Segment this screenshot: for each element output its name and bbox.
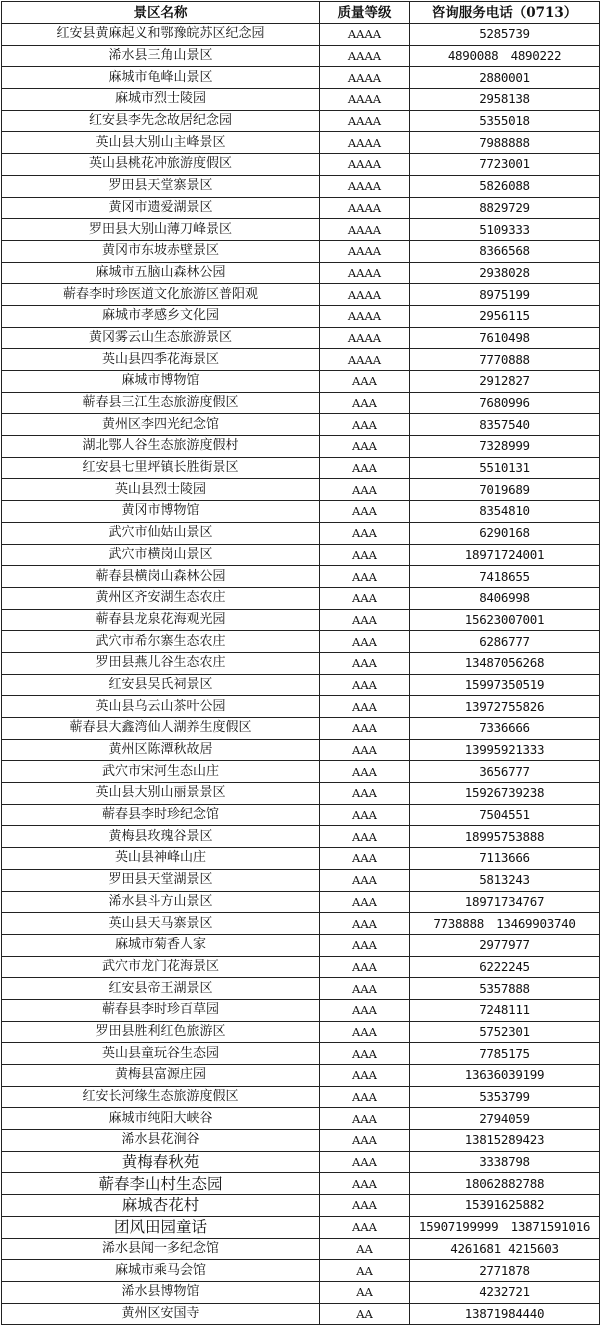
quality-grade-cell: AAA (320, 804, 410, 826)
quality-grade-cell: AAAA (320, 45, 410, 67)
phone-cell: 13972755826 (410, 696, 600, 718)
quality-grade-cell: AAA (320, 631, 410, 653)
spot-name-cell: 黄梅县玫瑰谷景区 (2, 826, 320, 848)
table-row (2, 197, 600, 219)
quality-grade-cell: AAA (320, 457, 410, 479)
quality-grade-cell: AAA (320, 1086, 410, 1108)
spot-name-cell: 罗田县大别山薄刀峰景区 (2, 219, 320, 241)
quality-grade-cell: AAA (320, 848, 410, 870)
phone-cell: 6222245 (410, 956, 600, 978)
spot-name-cell: 英山县童玩谷生态园 (2, 1043, 320, 1065)
phone-cell: 7328999 (410, 436, 600, 458)
phone-cell: 5813243 (410, 869, 600, 891)
spot-name-cell: 黄冈雾云山生态旅游景区 (2, 327, 320, 349)
phone-cell: 13995921333 (410, 739, 600, 761)
quality-grade-cell: AAA (320, 718, 410, 740)
header-row (2, 2, 600, 24)
table-row (2, 262, 600, 284)
phone-cell: 8975199 (410, 284, 600, 306)
phone-cell: 18995753888 (410, 826, 600, 848)
phone-cell: 6286777 (410, 631, 600, 653)
quality-grade-cell: AAAA (320, 327, 410, 349)
phone-cell: 2771878 (410, 1260, 600, 1282)
table-row (2, 739, 600, 761)
phone-cell: 5109333 (410, 219, 600, 241)
table-row (2, 1086, 600, 1108)
quality-grade-cell: AAA (320, 392, 410, 414)
table-row (2, 544, 600, 566)
spot-name-cell: 英山县天马寨景区 (2, 913, 320, 935)
phone-cell: 7785175 (410, 1043, 600, 1065)
spot-name-cell: 浠水县三角山景区 (2, 45, 320, 67)
table-row (2, 1021, 600, 1043)
spot-name-cell: 武穴市仙姑山景区 (2, 522, 320, 544)
table-row (2, 89, 600, 111)
quality-grade-cell: AAA (320, 522, 410, 544)
phone-cell: 2938028 (410, 262, 600, 284)
phone-cell: 2794059 (410, 1108, 600, 1130)
spot-name-cell: 麻城市龟峰山景区 (2, 67, 320, 89)
spot-name-cell: 黄州区齐安湖生态农庄 (2, 587, 320, 609)
spot-name-cell: 红安县七里坪镇长胜街景区 (2, 457, 320, 479)
phone-cell: 3656777 (410, 761, 600, 783)
phone-cell: 4232721 (410, 1281, 600, 1303)
spot-name-cell: 麻城市孝感乡文化园 (2, 305, 320, 327)
table-row (2, 327, 600, 349)
header-grade: 质量等级 (320, 2, 410, 24)
phone-cell: 7610498 (410, 327, 600, 349)
header-phone: 咨询服务电话（0713） (410, 2, 600, 24)
phone-cell: 7738888 13469903740 (410, 913, 600, 935)
table-row (2, 848, 600, 870)
phone-cell: 5752301 (410, 1021, 600, 1043)
phone-cell: 8357540 (410, 414, 600, 436)
spot-name-cell: 英山县四季花海景区 (2, 349, 320, 371)
phone-cell: 8354810 (410, 501, 600, 523)
phone-cell: 2912827 (410, 371, 600, 393)
table-row (2, 1238, 600, 1260)
quality-grade-cell: AAAA (320, 305, 410, 327)
spot-name-cell: 黄冈市博物馆 (2, 501, 320, 523)
spot-name-cell: 蕲春县李时珍纪念馆 (2, 804, 320, 826)
phone-cell: 13636039199 (410, 1065, 600, 1087)
quality-grade-cell: AAAA (320, 132, 410, 154)
quality-grade-cell: AAA (320, 999, 410, 1021)
spot-name-cell: 黄梅县富源庄园 (2, 1065, 320, 1087)
quality-grade-cell: AAA (320, 609, 410, 631)
spot-name-cell: 红安长河缘生态旅游度假区 (2, 1086, 320, 1108)
spot-name-cell: 浠水县斗方山景区 (2, 891, 320, 913)
quality-grade-cell: AAA (320, 436, 410, 458)
spot-name-cell: 罗田县天堂寨景区 (2, 175, 320, 197)
phone-cell: 13815289423 (410, 1130, 600, 1152)
spot-name-cell: 英山县乌云山茶叶公园 (2, 696, 320, 718)
phone-cell: 7113666 (410, 848, 600, 870)
spot-name-cell: 麻城市菊香人家 (2, 934, 320, 956)
phone-cell: 13487056268 (410, 652, 600, 674)
quality-grade-cell: AAA (320, 1173, 410, 1195)
table-row (2, 761, 600, 783)
table-row (2, 1108, 600, 1130)
table-row (2, 783, 600, 805)
quality-grade-cell: AAA (320, 1151, 410, 1173)
quality-grade-cell: AAA (320, 869, 410, 891)
quality-grade-cell: AAAA (320, 110, 410, 132)
quality-grade-cell: AAA (320, 826, 410, 848)
phone-cell: 7680996 (410, 392, 600, 414)
table-row (2, 1151, 600, 1173)
spot-name-cell: 黄州区李四光纪念馆 (2, 414, 320, 436)
table-row (2, 956, 600, 978)
spot-name-cell: 罗田县胜利红色旅游区 (2, 1021, 320, 1043)
phone-cell: 8829729 (410, 197, 600, 219)
quality-grade-cell: AAA (320, 566, 410, 588)
table-row (2, 718, 600, 740)
table-row (2, 392, 600, 414)
quality-grade-cell: AAA (320, 1130, 410, 1152)
table-row (2, 284, 600, 306)
phone-cell: 2958138 (410, 89, 600, 111)
quality-grade-cell: AAAA (320, 175, 410, 197)
spot-name-cell: 罗田县燕儿谷生态农庄 (2, 652, 320, 674)
quality-grade-cell: AAA (320, 913, 410, 935)
spot-name-cell: 麻城市五脑山森林公园 (2, 262, 320, 284)
quality-grade-cell: AAAA (320, 154, 410, 176)
table-row (2, 891, 600, 913)
table-row (2, 522, 600, 544)
spot-name-cell: 蕲春县横岗山森林公园 (2, 566, 320, 588)
spot-name-cell: 红安县黄麻起义和鄂豫皖苏区纪念园 (2, 24, 320, 46)
quality-grade-cell: AAA (320, 501, 410, 523)
phone-cell: 15391625882 (410, 1195, 600, 1217)
spot-name-cell: 蕲春李时珍医道文化旅游区普阳观 (2, 284, 320, 306)
spot-name-cell: 蕲春李山村生态园 (2, 1173, 320, 1195)
phone-cell: 18971724001 (410, 544, 600, 566)
table-row (2, 934, 600, 956)
spot-name-cell: 黄冈市东坡赤壁景区 (2, 240, 320, 262)
phone-cell: 13871984440 (410, 1303, 600, 1325)
quality-grade-cell: AAAA (320, 67, 410, 89)
quality-grade-cell: AAAA (320, 240, 410, 262)
phone-cell: 5353799 (410, 1086, 600, 1108)
phone-cell: 2880001 (410, 67, 600, 89)
quality-grade-cell: AAAA (320, 349, 410, 371)
quality-grade-cell: AA (320, 1303, 410, 1325)
phone-cell: 2956115 (410, 305, 600, 327)
table-row (2, 219, 600, 241)
table-row (2, 501, 600, 523)
phone-cell: 5355018 (410, 110, 600, 132)
quality-grade-cell: AAAA (320, 262, 410, 284)
quality-grade-cell: AAA (320, 674, 410, 696)
table-row (2, 67, 600, 89)
table-row (2, 609, 600, 631)
phone-cell: 6290168 (410, 522, 600, 544)
table-row (2, 696, 600, 718)
quality-grade-cell: AAA (320, 956, 410, 978)
phone-cell: 7019689 (410, 479, 600, 501)
table-row (2, 1173, 600, 1195)
table-row (2, 479, 600, 501)
quality-grade-cell: AAAA (320, 24, 410, 46)
quality-grade-cell: AAA (320, 1216, 410, 1238)
table-row (2, 1195, 600, 1217)
quality-grade-cell: AAA (320, 479, 410, 501)
quality-grade-cell: AAA (320, 1195, 410, 1217)
table-row (2, 436, 600, 458)
phone-cell: 7418655 (410, 566, 600, 588)
quality-grade-cell: AAA (320, 544, 410, 566)
table-row (2, 652, 600, 674)
table-row (2, 978, 600, 1000)
spot-name-cell: 黄冈市遗爱湖景区 (2, 197, 320, 219)
phone-cell: 7988888 (410, 132, 600, 154)
spot-name-cell: 武穴市龙门花海景区 (2, 956, 320, 978)
quality-grade-cell: AA (320, 1238, 410, 1260)
table-row (2, 674, 600, 696)
quality-grade-cell: AA (320, 1260, 410, 1282)
table-row (2, 1281, 600, 1303)
spot-name-cell: 湖北鄂人谷生态旅游度假村 (2, 436, 320, 458)
spot-name-cell: 蕲春县大鑫湾仙人湖养生度假区 (2, 718, 320, 740)
spot-name-cell: 麻城市纯阳大峡谷 (2, 1108, 320, 1130)
phone-cell: 15997350519 (410, 674, 600, 696)
spot-name-cell: 黄梅春秋苑 (2, 1151, 320, 1173)
phone-cell: 7770888 (410, 349, 600, 371)
quality-grade-cell: AA (320, 1281, 410, 1303)
spot-name-cell: 英山县烈士陵园 (2, 479, 320, 501)
phone-cell: 7723001 (410, 154, 600, 176)
table-row (2, 457, 600, 479)
header-name: 景区名称 (2, 2, 320, 24)
spot-name-cell: 麻城市博物馆 (2, 371, 320, 393)
spot-name-cell: 武穴市宋河生态山庄 (2, 761, 320, 783)
spot-name-cell: 麻城市乘马会馆 (2, 1260, 320, 1282)
quality-grade-cell: AAAA (320, 197, 410, 219)
quality-grade-cell: AAA (320, 934, 410, 956)
spot-name-cell: 麻城杏花村 (2, 1195, 320, 1217)
phone-cell: 3338798 (410, 1151, 600, 1173)
spot-name-cell: 武穴市希尔寨生态农庄 (2, 631, 320, 653)
spot-name-cell: 蕲春县三江生态旅游度假区 (2, 392, 320, 414)
table-row (2, 1043, 600, 1065)
phone-cell: 5826088 (410, 175, 600, 197)
quality-grade-cell: AAA (320, 761, 410, 783)
table-row (2, 414, 600, 436)
phone-cell: 4890088 4890222 (410, 45, 600, 67)
table-row (2, 24, 600, 46)
spot-name-cell: 黄州区安国寺 (2, 1303, 320, 1325)
table-row (2, 1130, 600, 1152)
phone-cell: 7248111 (410, 999, 600, 1021)
quality-grade-cell: AAA (320, 783, 410, 805)
table-row (2, 371, 600, 393)
quality-grade-cell: AAA (320, 1065, 410, 1087)
table-row (2, 566, 600, 588)
table-row (2, 175, 600, 197)
quality-grade-cell: AAAA (320, 89, 410, 111)
quality-grade-cell: AAAA (320, 284, 410, 306)
phone-cell: 4261681 4215603 (410, 1238, 600, 1260)
quality-grade-cell: AAA (320, 587, 410, 609)
spot-name-cell: 罗田县天堂湖景区 (2, 869, 320, 891)
spot-name-cell: 麻城市烈士陵园 (2, 89, 320, 111)
table-row (2, 826, 600, 848)
table-row (2, 305, 600, 327)
phone-cell: 8406998 (410, 587, 600, 609)
table-row (2, 154, 600, 176)
quality-grade-cell: AAA (320, 978, 410, 1000)
quality-grade-cell: AAAA (320, 219, 410, 241)
table-row (2, 999, 600, 1021)
quality-grade-cell: AAA (320, 696, 410, 718)
spot-name-cell: 黄州区陈潭秋故居 (2, 739, 320, 761)
phone-cell: 18971734767 (410, 891, 600, 913)
table-row (2, 349, 600, 371)
spot-name-cell: 英山县大别山主峰景区 (2, 132, 320, 154)
spot-name-cell: 蕲春县龙泉花海观光园 (2, 609, 320, 631)
quality-grade-cell: AAA (320, 414, 410, 436)
phone-cell: 7504551 (410, 804, 600, 826)
phone-cell: 2977977 (410, 934, 600, 956)
table-row (2, 110, 600, 132)
phone-cell: 5357888 (410, 978, 600, 1000)
phone-cell: 15623007001 (410, 609, 600, 631)
table-row (2, 240, 600, 262)
quality-grade-cell: AAA (320, 1108, 410, 1130)
spot-name-cell: 红安县李先念故居纪念园 (2, 110, 320, 132)
quality-grade-cell: AAA (320, 739, 410, 761)
spot-name-cell: 浠水县花涧谷 (2, 1130, 320, 1152)
phone-cell: 5285739 (410, 24, 600, 46)
phone-cell: 7336666 (410, 718, 600, 740)
table-row (2, 631, 600, 653)
table-row (2, 1216, 600, 1238)
quality-grade-cell: AAA (320, 891, 410, 913)
table-body (2, 24, 600, 1325)
table-row (2, 132, 600, 154)
quality-grade-cell: AAA (320, 371, 410, 393)
quality-grade-cell: AAA (320, 1043, 410, 1065)
spot-name-cell: 蕲春县李时珍百草园 (2, 999, 320, 1021)
phone-cell: 5510131 (410, 457, 600, 479)
table-row (2, 45, 600, 67)
table-row (2, 804, 600, 826)
spot-name-cell: 浠水县闻一多纪念馆 (2, 1238, 320, 1260)
phone-cell: 15907199999 13871591016 (410, 1216, 600, 1238)
spot-name-cell: 团风田园童话 (2, 1216, 320, 1238)
phone-cell: 8366568 (410, 240, 600, 262)
table-row (2, 869, 600, 891)
table-row (2, 587, 600, 609)
spot-name-cell: 英山县神峰山庄 (2, 848, 320, 870)
scenic-spots-table (1, 1, 600, 1325)
spot-name-cell: 英山县桃花冲旅游度假区 (2, 154, 320, 176)
phone-cell: 15926739238 (410, 783, 600, 805)
table-row (2, 1303, 600, 1325)
quality-grade-cell: AAA (320, 652, 410, 674)
quality-grade-cell: AAA (320, 1021, 410, 1043)
table-row (2, 1260, 600, 1282)
spot-name-cell: 红安县吴氏祠景区 (2, 674, 320, 696)
table-row (2, 1065, 600, 1087)
table-row (2, 913, 600, 935)
spot-name-cell: 红安县帝王湖景区 (2, 978, 320, 1000)
spot-name-cell: 武穴市横岗山景区 (2, 544, 320, 566)
phone-cell: 18062882788 (410, 1173, 600, 1195)
spot-name-cell: 英山县大别山丽景景区 (2, 783, 320, 805)
spot-name-cell: 浠水县博物馆 (2, 1281, 320, 1303)
